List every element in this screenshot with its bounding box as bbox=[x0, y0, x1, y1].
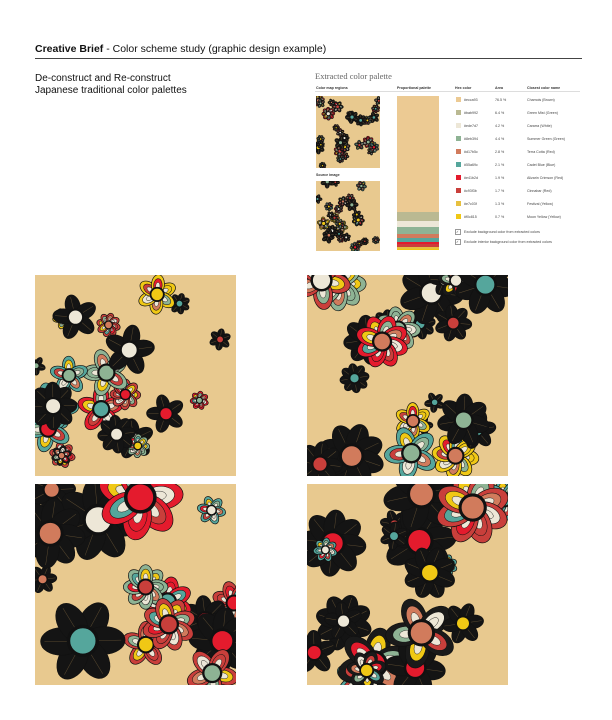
col-header-name: Closest color name bbox=[527, 86, 561, 90]
color-name: Summer Green (Green) bbox=[527, 137, 565, 141]
color-swatch bbox=[456, 97, 461, 102]
flower-motif bbox=[317, 141, 325, 149]
area-value: 1.7 % bbox=[495, 189, 505, 193]
color-name: Cararra (White) bbox=[527, 124, 552, 128]
hex-value: #ecca93 bbox=[464, 98, 478, 102]
color-map-thumbnail bbox=[316, 96, 380, 168]
flower-motif bbox=[319, 162, 326, 168]
color-row bbox=[455, 121, 580, 132]
artwork-panel-top-left bbox=[35, 275, 236, 476]
artwork-panel-bottom-right bbox=[307, 484, 508, 685]
flower-motif bbox=[372, 236, 380, 244]
flower-motif bbox=[371, 104, 380, 113]
color-swatch bbox=[456, 123, 461, 128]
hex-value: #c93f3b bbox=[464, 189, 477, 193]
area-value: 1.3 % bbox=[495, 202, 505, 206]
exclude-background-checkbox[interactable]: ✓ Exclude background color from extracted colors bbox=[456, 229, 540, 234]
color-row bbox=[455, 147, 580, 158]
flower-motif bbox=[209, 328, 232, 350]
color-row bbox=[455, 212, 580, 223]
flower-motif bbox=[374, 96, 380, 105]
header-subtitle: - Color scheme study (graphic design example) bbox=[103, 43, 327, 55]
exclude-interior-checkbox[interactable]: ✓ Exclude interior background color from extracted colors bbox=[456, 239, 552, 244]
artwork-panel-bottom-left bbox=[35, 484, 236, 685]
header-title: Creative Brief bbox=[35, 43, 104, 55]
color-row bbox=[455, 160, 580, 171]
flower-motif bbox=[96, 312, 121, 337]
hex-value: #ede7d7 bbox=[464, 124, 478, 128]
flower-motif bbox=[197, 495, 227, 525]
flower-motif bbox=[35, 356, 46, 375]
color-swatch bbox=[456, 110, 461, 115]
flower-motif bbox=[336, 128, 344, 136]
document-header bbox=[35, 43, 326, 55]
flower-motif bbox=[324, 202, 333, 211]
color-name: Chamois (Brown) bbox=[527, 98, 555, 102]
flower-motif bbox=[328, 99, 335, 106]
hex-value: #bab992 bbox=[464, 111, 478, 115]
flower-motif bbox=[322, 107, 335, 120]
color-name: Terra Cotta (Red) bbox=[527, 150, 555, 154]
source-image-thumbnail bbox=[316, 181, 380, 251]
color-row bbox=[455, 95, 580, 106]
col-header-hex: Hex color bbox=[455, 86, 472, 90]
color-name: Green Mist (Green) bbox=[527, 111, 558, 115]
flower-motif bbox=[190, 391, 209, 410]
color-swatch bbox=[456, 201, 461, 206]
extracted-palette-panel bbox=[315, 71, 580, 251]
header-rule bbox=[35, 58, 582, 59]
proportional-palette-bar bbox=[397, 96, 439, 250]
palette-title: Extracted color palette bbox=[315, 71, 392, 81]
flower-motif bbox=[317, 217, 330, 230]
col-header-regions: Color map regions bbox=[316, 86, 348, 90]
color-name: Alizarin Crimson (Red) bbox=[527, 176, 564, 180]
checkbox-icon[interactable]: ✓ bbox=[456, 230, 460, 234]
artwork-panel-top-right bbox=[307, 275, 508, 476]
hex-value: #55a69c bbox=[464, 163, 478, 167]
color-row bbox=[455, 134, 580, 145]
color-name: Cinnabar (Red) bbox=[527, 189, 552, 193]
area-value: 4.4 % bbox=[495, 137, 505, 141]
color-swatch bbox=[456, 149, 461, 154]
proportional-segment bbox=[397, 96, 439, 212]
hex-value: #8eb394 bbox=[464, 137, 478, 141]
proportional-segment bbox=[397, 227, 439, 234]
color-swatch bbox=[456, 214, 461, 219]
color-swatch bbox=[456, 136, 461, 141]
flower-motif bbox=[369, 142, 380, 153]
palette-header-rule bbox=[315, 91, 580, 92]
flower-motif bbox=[35, 382, 77, 430]
flower-motif bbox=[52, 293, 98, 341]
proportional-segment bbox=[397, 212, 439, 222]
col-header-area: Area bbox=[495, 86, 503, 90]
area-value: 0.7 % bbox=[495, 215, 505, 219]
color-swatch bbox=[456, 162, 461, 167]
color-row bbox=[455, 173, 580, 184]
flower-motif bbox=[40, 597, 125, 684]
area-value: 2.1 % bbox=[495, 163, 505, 167]
flower-motif bbox=[356, 181, 367, 191]
hex-value: #d17b5c bbox=[464, 150, 478, 154]
intro-line-1: De-construct and Re-construct bbox=[35, 73, 171, 84]
color-row bbox=[455, 186, 580, 197]
hex-value: #e7c03f bbox=[464, 202, 477, 206]
color-row bbox=[455, 108, 580, 119]
checkbox-icon[interactable]: ✓ bbox=[456, 240, 460, 244]
area-value: 2.8 % bbox=[495, 150, 505, 154]
flower-motif bbox=[384, 425, 439, 476]
flower-motif bbox=[331, 181, 340, 187]
flower-motif bbox=[337, 235, 345, 243]
color-row bbox=[455, 199, 580, 210]
flower-motif bbox=[146, 393, 185, 434]
color-name: Festival (Yellow) bbox=[527, 202, 554, 206]
color-name: Cadet Blue (Blue) bbox=[527, 163, 556, 167]
hex-value: #f0c815 bbox=[464, 215, 477, 219]
hex-value: #e41b2d bbox=[464, 176, 478, 180]
color-swatch bbox=[456, 188, 461, 193]
flower-motif bbox=[316, 194, 322, 204]
color-swatch bbox=[456, 175, 461, 180]
intro-text bbox=[35, 73, 187, 97]
flower-motif bbox=[339, 363, 370, 394]
source-image-label: Source image bbox=[316, 173, 340, 177]
color-name: Moon Yellow (Yellow) bbox=[527, 215, 561, 219]
area-value: 1.9 % bbox=[495, 176, 505, 180]
area-value: 4.2 % bbox=[495, 124, 505, 128]
proportional-segment bbox=[397, 249, 439, 250]
flower-motif bbox=[35, 564, 57, 594]
intro-line-2: Japanese traditional color palettes bbox=[35, 85, 187, 96]
area-value: 6.4 % bbox=[495, 111, 505, 115]
col-header-proportional: Proportional palette bbox=[397, 86, 431, 90]
area-value: 76.5 % bbox=[495, 98, 507, 102]
